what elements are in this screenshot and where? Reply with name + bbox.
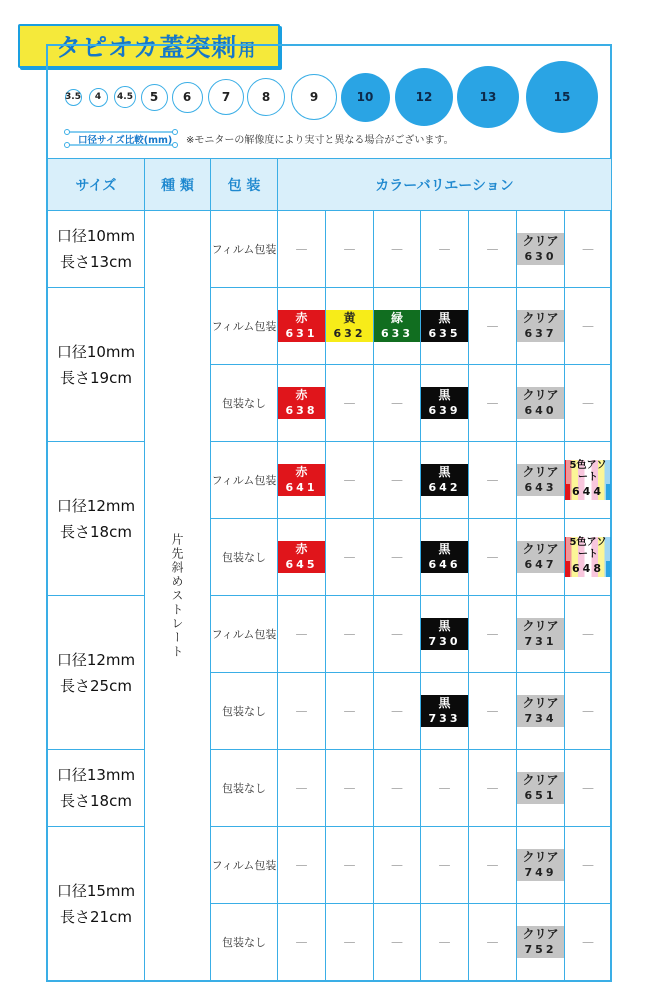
color-swatch <box>278 387 325 419</box>
color-name: クリア <box>522 696 559 710</box>
size-length: 長さ18cm <box>60 792 132 810</box>
pack-cell: フィルム包装 <box>211 827 278 904</box>
product-code: 734 <box>524 712 557 725</box>
size-length: 長さ18cm <box>60 522 132 541</box>
color-variant-cell <box>326 288 374 365</box>
color-variant-cell <box>421 365 469 442</box>
size-diameter: 口径12mm <box>56 496 136 515</box>
size-cell <box>48 442 145 596</box>
color-name: 黒 <box>438 619 451 633</box>
product-code: 632 <box>333 327 366 340</box>
color-variant-cell <box>278 519 326 596</box>
size-length: 長さ13cm <box>60 253 132 271</box>
color-swatch <box>421 464 468 496</box>
kind-cell: 片先斜めストレート <box>145 211 211 981</box>
product-code: 638 <box>285 404 318 417</box>
size-cell <box>48 211 145 288</box>
size-circle: 4.5 <box>114 86 136 108</box>
not-available-cell: — <box>565 211 612 288</box>
pack-cell: フィルム包装 <box>211 442 278 519</box>
pack-cell: 包装なし <box>211 673 278 750</box>
not-available-cell: — <box>374 442 421 519</box>
product-code: 639 <box>428 404 461 417</box>
table-row <box>48 750 612 827</box>
product-code: 731 <box>524 635 557 648</box>
not-available-cell: — <box>326 442 374 519</box>
not-available-cell: — <box>565 596 612 673</box>
color-name: クリア <box>522 388 559 402</box>
size-diameter: 口径15mm <box>56 881 136 900</box>
color-variant-cell <box>517 750 565 827</box>
size-length: 長さ19cm <box>60 368 132 387</box>
size-circle: 8 <box>247 78 285 116</box>
color-swatch <box>278 310 325 342</box>
not-available-cell: — <box>326 673 374 750</box>
size-scale <box>64 128 178 148</box>
size-circle: 6 <box>172 82 203 113</box>
scale-label: 口径サイズ比較(mm) <box>78 135 173 146</box>
color-name: クリア <box>522 465 559 479</box>
color-name: 5色アソート <box>566 460 610 484</box>
color-variant-cell <box>565 442 612 519</box>
size-cell <box>48 827 145 981</box>
header-colors: カラーバリエーション <box>278 159 612 211</box>
table-row <box>48 827 612 904</box>
not-available-cell: — <box>326 750 374 827</box>
color-variant-cell <box>517 596 565 673</box>
color-swatch <box>517 695 564 727</box>
color-name: 黄 <box>343 311 356 325</box>
color-variant-cell <box>517 365 565 442</box>
product-code: 730 <box>428 635 461 648</box>
size-circle: 3.5 <box>65 89 82 106</box>
color-variant-cell <box>517 673 565 750</box>
not-available-cell: — <box>469 442 517 519</box>
color-name: クリア <box>522 311 559 325</box>
color-name: クリア <box>522 542 559 556</box>
not-available-cell: — <box>326 596 374 673</box>
not-available-cell: — <box>469 750 517 827</box>
not-available-cell: — <box>421 904 469 981</box>
color-name: 黒 <box>438 465 451 479</box>
not-available-cell: — <box>469 365 517 442</box>
color-swatch <box>278 541 325 573</box>
pack-cell: フィルム包装 <box>211 596 278 673</box>
pack-cell: フィルム包装 <box>211 288 278 365</box>
product-code: 631 <box>285 327 318 340</box>
product-code: 630 <box>524 250 557 263</box>
color-variant-cell <box>517 211 565 288</box>
color-name: 黒 <box>438 542 451 556</box>
product-code: 640 <box>524 404 557 417</box>
color-name: クリア <box>522 850 559 864</box>
not-available-cell: — <box>278 827 326 904</box>
color-name: 黒 <box>438 388 451 402</box>
header-pack: 包 装 <box>211 159 278 211</box>
page-title-suffix: 用 <box>238 41 256 61</box>
color-name: クリア <box>522 927 559 941</box>
color-variant-cell <box>374 288 421 365</box>
product-code: 643 <box>524 481 557 494</box>
not-available-cell: — <box>469 288 517 365</box>
color-name: クリア <box>522 234 559 248</box>
not-available-cell: — <box>374 673 421 750</box>
product-code: 647 <box>524 558 557 571</box>
not-available-cell: — <box>278 750 326 827</box>
color-variant-cell <box>517 519 565 596</box>
color-swatch <box>517 772 564 804</box>
color-swatch <box>517 849 564 881</box>
not-available-cell: — <box>326 211 374 288</box>
not-available-cell: — <box>326 519 374 596</box>
not-available-cell: — <box>469 827 517 904</box>
color-name: 黒 <box>438 696 451 710</box>
product-code: 645 <box>285 558 318 571</box>
color-name: 緑 <box>390 311 403 325</box>
color-swatch <box>421 541 468 573</box>
color-name: 赤 <box>295 542 308 556</box>
not-available-cell: — <box>278 673 326 750</box>
product-code: 749 <box>524 866 557 879</box>
size-diameter: 口径13mm <box>56 766 136 784</box>
color-swatch <box>278 464 325 496</box>
size-cell <box>48 288 145 442</box>
color-swatch <box>565 537 611 577</box>
size-circle: 9 <box>291 74 337 120</box>
not-available-cell: — <box>565 827 612 904</box>
not-available-cell: — <box>278 211 326 288</box>
color-swatch <box>326 310 373 342</box>
size-circle: 5 <box>141 84 168 111</box>
not-available-cell: — <box>374 365 421 442</box>
color-swatch <box>421 618 468 650</box>
color-name: クリア <box>522 619 559 633</box>
color-name: クリア <box>522 773 559 787</box>
color-variant-cell <box>278 442 326 519</box>
color-variant-cell <box>421 596 469 673</box>
product-code: 648 <box>572 562 604 575</box>
table-row <box>48 596 612 673</box>
resolution-note: ※モニターの解像度により実寸と異なる場合がございます。 <box>186 135 454 146</box>
table-row <box>48 211 612 288</box>
color-name: 黒 <box>438 311 451 325</box>
table-header-row <box>48 159 612 211</box>
color-variant-cell <box>517 442 565 519</box>
not-available-cell: — <box>421 827 469 904</box>
not-available-cell: — <box>469 519 517 596</box>
product-code: 633 <box>381 327 413 340</box>
color-variant-cell <box>517 288 565 365</box>
not-available-cell: — <box>469 904 517 981</box>
not-available-cell: — <box>565 673 612 750</box>
not-available-cell: — <box>565 750 612 827</box>
color-variant-cell <box>278 365 326 442</box>
color-variant-cell <box>421 442 469 519</box>
color-name: 5色アソート <box>566 537 610 561</box>
page-title: タピオカ蓋突刺 <box>56 33 238 62</box>
color-swatch <box>374 310 420 342</box>
product-code: 651 <box>524 789 557 802</box>
color-swatch <box>517 541 564 573</box>
color-variant-cell <box>278 288 326 365</box>
color-swatch <box>517 926 564 958</box>
size-length: 長さ25cm <box>60 676 132 695</box>
color-name: 赤 <box>295 388 308 402</box>
not-available-cell: — <box>374 904 421 981</box>
not-available-cell: — <box>374 750 421 827</box>
size-circle: 10 <box>341 73 390 122</box>
table-row <box>48 442 612 519</box>
not-available-cell: — <box>565 904 612 981</box>
color-variant-cell <box>421 673 469 750</box>
not-available-cell: — <box>326 827 374 904</box>
size-diameter: 口径10mm <box>56 342 136 361</box>
color-swatch <box>517 387 564 419</box>
size-circle: 15 <box>526 61 598 133</box>
color-variant-cell <box>421 519 469 596</box>
not-available-cell: — <box>326 904 374 981</box>
product-code: 635 <box>428 327 461 340</box>
color-swatch <box>565 460 611 500</box>
color-variant-cell <box>421 288 469 365</box>
pack-cell: 包装なし <box>211 904 278 981</box>
not-available-cell: — <box>421 211 469 288</box>
size-circle: 4 <box>89 88 108 107</box>
not-available-cell: — <box>374 827 421 904</box>
color-variant-cell <box>517 827 565 904</box>
size-diameter: 口径10mm <box>56 227 136 245</box>
not-available-cell: — <box>278 904 326 981</box>
not-available-cell: — <box>469 596 517 673</box>
product-code: 733 <box>428 712 461 725</box>
size-cell <box>48 750 145 827</box>
not-available-cell: — <box>421 750 469 827</box>
size-circle: 13 <box>457 66 519 128</box>
pack-cell: フィルム包装 <box>211 211 278 288</box>
color-swatch <box>517 310 564 342</box>
color-swatch <box>517 618 564 650</box>
pack-cell: 包装なし <box>211 365 278 442</box>
not-available-cell: — <box>469 673 517 750</box>
pack-cell: 包装なし <box>211 519 278 596</box>
color-swatch <box>421 387 468 419</box>
product-code: 752 <box>524 943 557 956</box>
size-length: 長さ21cm <box>60 907 132 926</box>
not-available-cell: — <box>374 519 421 596</box>
color-variation-table <box>47 158 612 981</box>
product-code: 642 <box>428 481 461 494</box>
size-diameter: 口径12mm <box>56 650 136 669</box>
pack-cell: 包装なし <box>211 750 278 827</box>
color-swatch <box>421 310 468 342</box>
not-available-cell: — <box>374 596 421 673</box>
color-swatch <box>517 464 564 496</box>
header-kind: 種 類 <box>145 159 211 211</box>
not-available-cell: — <box>469 211 517 288</box>
color-name: 赤 <box>295 311 308 325</box>
not-available-cell: — <box>278 596 326 673</box>
product-code: 646 <box>428 558 461 571</box>
color-swatch <box>517 233 564 265</box>
product-code: 637 <box>524 327 557 340</box>
size-circle: 12 <box>395 68 453 126</box>
color-variant-cell <box>517 904 565 981</box>
not-available-cell: — <box>326 365 374 442</box>
table-row <box>48 288 612 365</box>
color-name: 赤 <box>295 465 308 479</box>
color-variant-cell <box>565 519 612 596</box>
product-code: 644 <box>572 485 604 498</box>
not-available-cell: — <box>565 288 612 365</box>
product-code: 641 <box>285 481 318 494</box>
not-available-cell: — <box>565 365 612 442</box>
not-available-cell: — <box>374 211 421 288</box>
size-circle: 7 <box>208 79 244 115</box>
size-cell <box>48 596 145 750</box>
color-swatch <box>421 695 468 727</box>
header-size: サイズ <box>48 159 145 211</box>
